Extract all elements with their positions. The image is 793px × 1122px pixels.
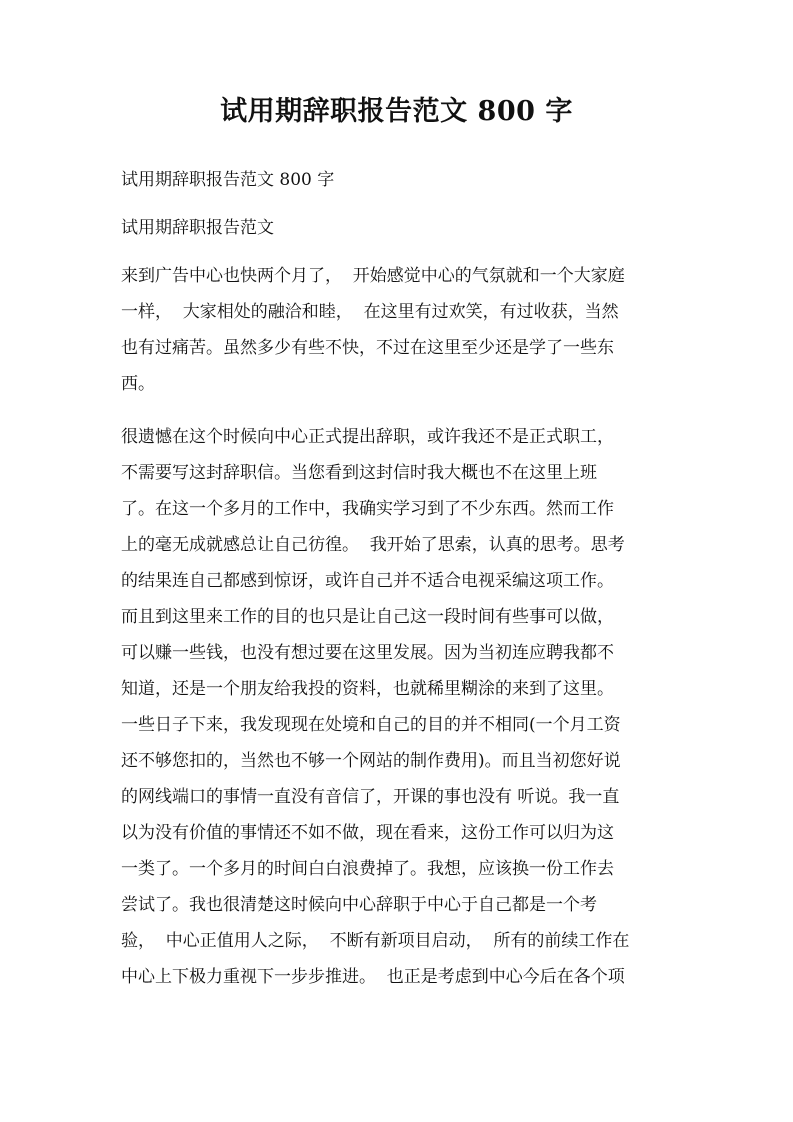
paragraph-line: 尝试了。我也很清楚这时候向中心辞职于中心于自己都是一个考	[121, 895, 597, 915]
paragraph-line: 一样， 大家相处的融洽和睦， 在这里有过欢笑，有过收获，当然	[121, 302, 619, 322]
paragraph-line: 知道，还是一个朋友给我投的资料，也就稀里糊涂的来到了这里。	[121, 679, 614, 699]
paragraph-line: 验， 中心正值用人之际， 不断有新项目启动， 所有的前续工作在	[121, 931, 630, 951]
paragraph-line: 以为没有价值的事情还不如不做，现在看来，这份工作可以归为这	[121, 823, 614, 843]
paragraph-line: 可以赚一些钱，也没有想过要在这里发展。因为当初连应聘我都不	[121, 643, 614, 663]
paragraph-line: 上的毫无成就感总让自己彷徨。 我开始了思索，认真的思考。思考	[121, 535, 625, 555]
paragraph-line: 还不够您扣的，当然也不够一个网站的制作费用)。而且当初您好说	[121, 751, 621, 771]
document-title: 试用期辞职报告范文 800 字	[220, 96, 573, 127]
paragraph-line: 一些日子下来，我发现现在处境和自己的目的并不相同(一个月工资	[121, 715, 621, 735]
paragraph-line: 来到广告中心也快两个月了， 开始感觉中心的气氛就和一个大家庭	[121, 266, 625, 286]
paragraph-line: 而且到这里来工作的目的也只是让自己这一段时间有些事可以做，	[121, 607, 614, 627]
subtitle-line-2: 试用期辞职报告范文	[121, 218, 274, 238]
paragraph-line: 不需要写这封辞职信。当您看到这封信时我大概也不在这里上班	[121, 463, 597, 483]
paragraph-line: 了。在这一个多月的工作中，我确实学习到了不少东西。然而工作	[121, 499, 614, 519]
paragraph-line: 也有过痛苦。虽然多少有些不快，不过在这里至少还是学了一些东	[121, 338, 614, 358]
paragraph-line: 一类了。一个多月的时间白白浪费掉了。我想，应该换一份工作去	[121, 859, 614, 879]
paragraph-line: 的结果连自己都感到惊讶，或许自己并不适合电视采编这项工作。	[121, 571, 614, 591]
subtitle-line-1: 试用期辞职报告范文 800 字	[121, 170, 335, 190]
paragraph-line: 中心上下极力重视下一步步推进。 也正是考虑到中心今后在各个项	[121, 967, 625, 987]
paragraph-line: 西。	[121, 374, 155, 394]
paragraph-line: 的网线端口的事情一直没有音信了，开课的事也没有 听说。我一直	[121, 787, 620, 807]
paragraph-line: 很遗憾在这个时候向中心正式提出辞职，或许我还不是正式职工，	[121, 427, 614, 447]
